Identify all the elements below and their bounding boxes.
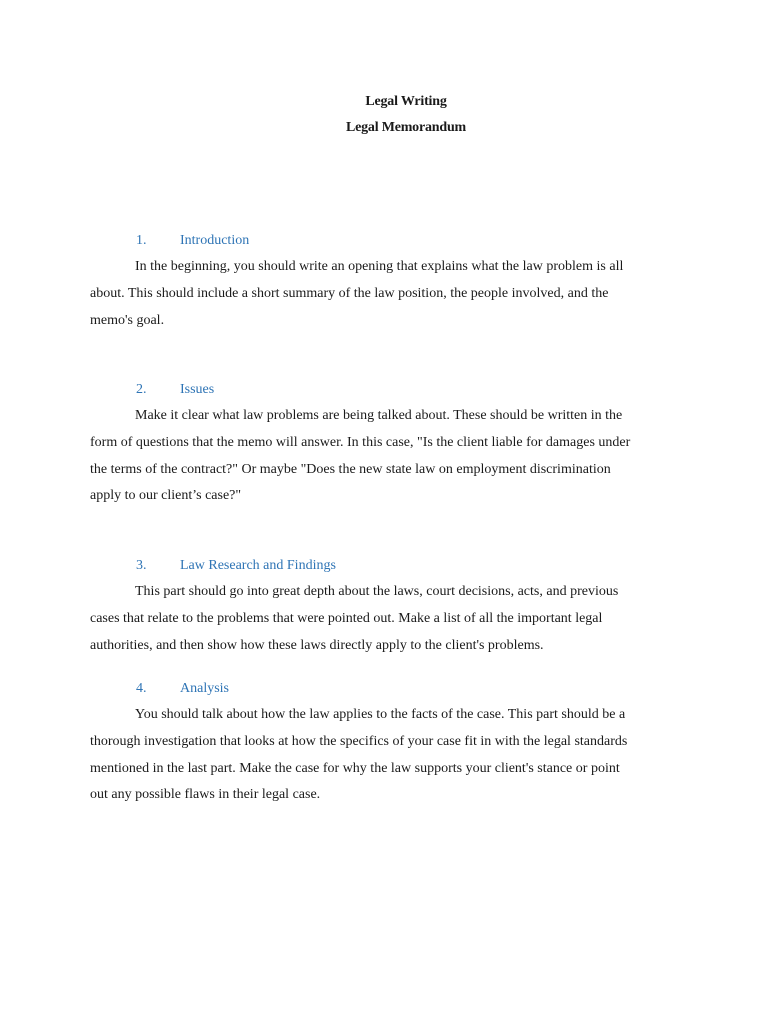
section-number: 4. xyxy=(136,681,147,696)
paragraph-line: about. This should include a short summary of the law position, the people involved, and the xyxy=(90,285,609,301)
section-heading-label: Introduction xyxy=(180,233,250,248)
paragraph-line: This part should go into great depth about the laws, court decisions, acts, and previous xyxy=(135,584,619,599)
section-heading-label: Issues xyxy=(180,382,215,397)
section-heading xyxy=(90,227,680,254)
paragraph-line: memo's goal. xyxy=(90,312,165,328)
document-subtitle: Legal Memorandum xyxy=(345,120,467,135)
paragraph-line: You should talk about how the law applies to the facts of the case. This part should be a xyxy=(135,707,626,722)
paragraph-line: authorities, and then show how these laws directly apply to the client's problems. xyxy=(90,637,544,653)
paragraph-line: out any possible flaws in their legal case. xyxy=(90,787,321,803)
paragraph-line: In the beginning, you should write an opening that explains what the law problem is all xyxy=(135,259,624,274)
section-analysis xyxy=(90,675,680,809)
paragraph-line: thorough investigation that looks at how the specifics of your case fit in with the legal standards xyxy=(90,733,628,749)
section-number: 1. xyxy=(136,233,147,248)
section-heading xyxy=(90,675,680,702)
document-title: Legal Writing xyxy=(365,94,447,109)
section-heading-label: Law Research and Findings xyxy=(180,558,336,573)
paragraph-line: the terms of the contract?" Or maybe "Does the new state law on employment discrimination xyxy=(90,461,611,477)
section-paragraph xyxy=(90,403,680,510)
paragraph-line: Make it clear what law problems are being talked about. These should be written in the xyxy=(135,408,623,423)
section-heading-label: Analysis xyxy=(180,681,229,696)
section-law-research xyxy=(90,552,680,659)
section-issues xyxy=(90,376,680,510)
section-paragraph xyxy=(90,254,680,334)
section-introduction xyxy=(90,227,680,334)
paragraph-line: mentioned in the last part. Make the case for why the law supports your client's stance or point xyxy=(90,760,620,776)
section-number: 3. xyxy=(136,558,147,573)
section-heading xyxy=(90,376,680,403)
paragraph-line: form of questions that the memo will answer. In this case, "Is the client liable for damages under xyxy=(90,434,631,450)
paragraph-line: apply to our client’s case?" xyxy=(90,488,242,504)
section-paragraph xyxy=(90,579,680,659)
section-number: 2. xyxy=(136,382,147,397)
section-paragraph xyxy=(90,702,680,809)
paragraph-line: cases that relate to the problems that were pointed out. Make a list of all the important legal xyxy=(90,610,603,626)
section-heading xyxy=(90,552,680,579)
